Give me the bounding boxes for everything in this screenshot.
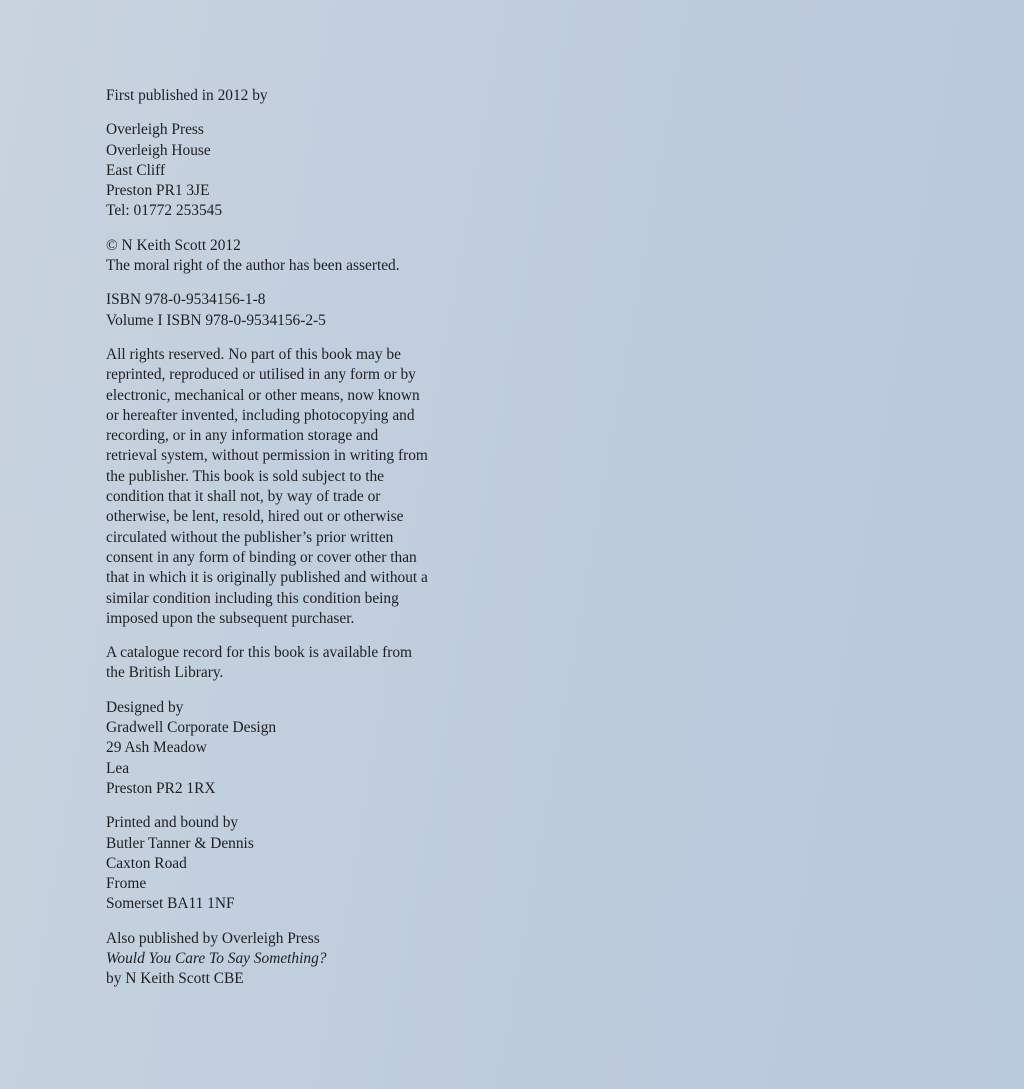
rights-line: imposed upon the subsequent purchaser. [106, 609, 355, 627]
also-published [106, 929, 476, 990]
rights-line: recording, or in any information storage and [106, 427, 379, 445]
rights-line: or hereafter invented, including photocopying and [106, 406, 415, 424]
catalogue-record [106, 643, 476, 684]
imprint-column [106, 86, 476, 1004]
rights-line: electronic, mechanical or other means, now known [106, 386, 420, 404]
designer-line: Lea [106, 759, 130, 777]
rights-line: that in which it is originally published and without a [106, 569, 428, 587]
designed-by [106, 698, 476, 799]
designer-line: Preston PR2 1RX [106, 779, 216, 797]
address-line: Overleigh Press [106, 121, 204, 139]
copyright-line: © N Keith Scott 2012 [106, 236, 241, 254]
catalogue-line: A catalogue record for this book is available from [106, 644, 413, 662]
printed-by [106, 813, 476, 914]
address-line: Preston PR1 3JE [106, 182, 210, 200]
catalogue-line: the British Library. [106, 664, 224, 682]
printer-line: Frome [106, 875, 147, 893]
printed-by-heading: Printed and bound by [106, 814, 239, 832]
rights-reserved-paragraph [106, 345, 476, 629]
isbn-block [106, 290, 476, 331]
rights-line: condition that it shall not, by way of trade or [106, 488, 381, 506]
rights-line: the publisher. This book is sold subject to the [106, 467, 385, 485]
rights-line: reprinted, reproduced or utilised in any form or by [106, 366, 416, 384]
copyright-notice [106, 236, 476, 277]
first-published-line: First published in 2012 by [106, 87, 268, 104]
designed-by-heading: Designed by [106, 698, 184, 716]
isbn-volume-line: Volume I ISBN 978-0-9534156-2-5 [106, 311, 326, 329]
also-published-title: Would You Care To Say Something? [106, 949, 327, 967]
telephone-line: Tel: 01772 253545 [106, 202, 223, 220]
isbn-line: ISBN 978-0-9534156-1-8 [106, 291, 266, 309]
address-line: Overleigh House [106, 141, 211, 159]
designer-line: 29 Ash Meadow [106, 739, 207, 757]
printer-line: Butler Tanner & Dennis [106, 834, 254, 852]
rights-line: circulated without the publisher’s prior written [106, 528, 394, 546]
first-published [106, 86, 476, 106]
designer-line: Gradwell Corporate Design [106, 719, 277, 737]
moral-right-line: The moral right of the author has been asserted. [106, 257, 400, 275]
printer-line: Somerset BA11 1NF [106, 895, 235, 913]
rights-line: consent in any form of binding or cover other than [106, 548, 417, 566]
printer-line: Caxton Road [106, 854, 187, 872]
rights-line: All rights reserved. No part of this book may be [106, 345, 401, 363]
publisher-address [106, 120, 476, 221]
rights-line: similar condition including this condition being [106, 589, 399, 607]
also-published-intro: Also published by Overleigh Press [106, 929, 320, 947]
also-published-author: by N Keith Scott CBE [106, 970, 244, 988]
rights-line: retrieval system, without permission in writing from [106, 447, 428, 465]
address-line: East Cliff [106, 161, 166, 179]
rights-line: otherwise, be lent, resold, hired out or otherwise [106, 508, 404, 526]
